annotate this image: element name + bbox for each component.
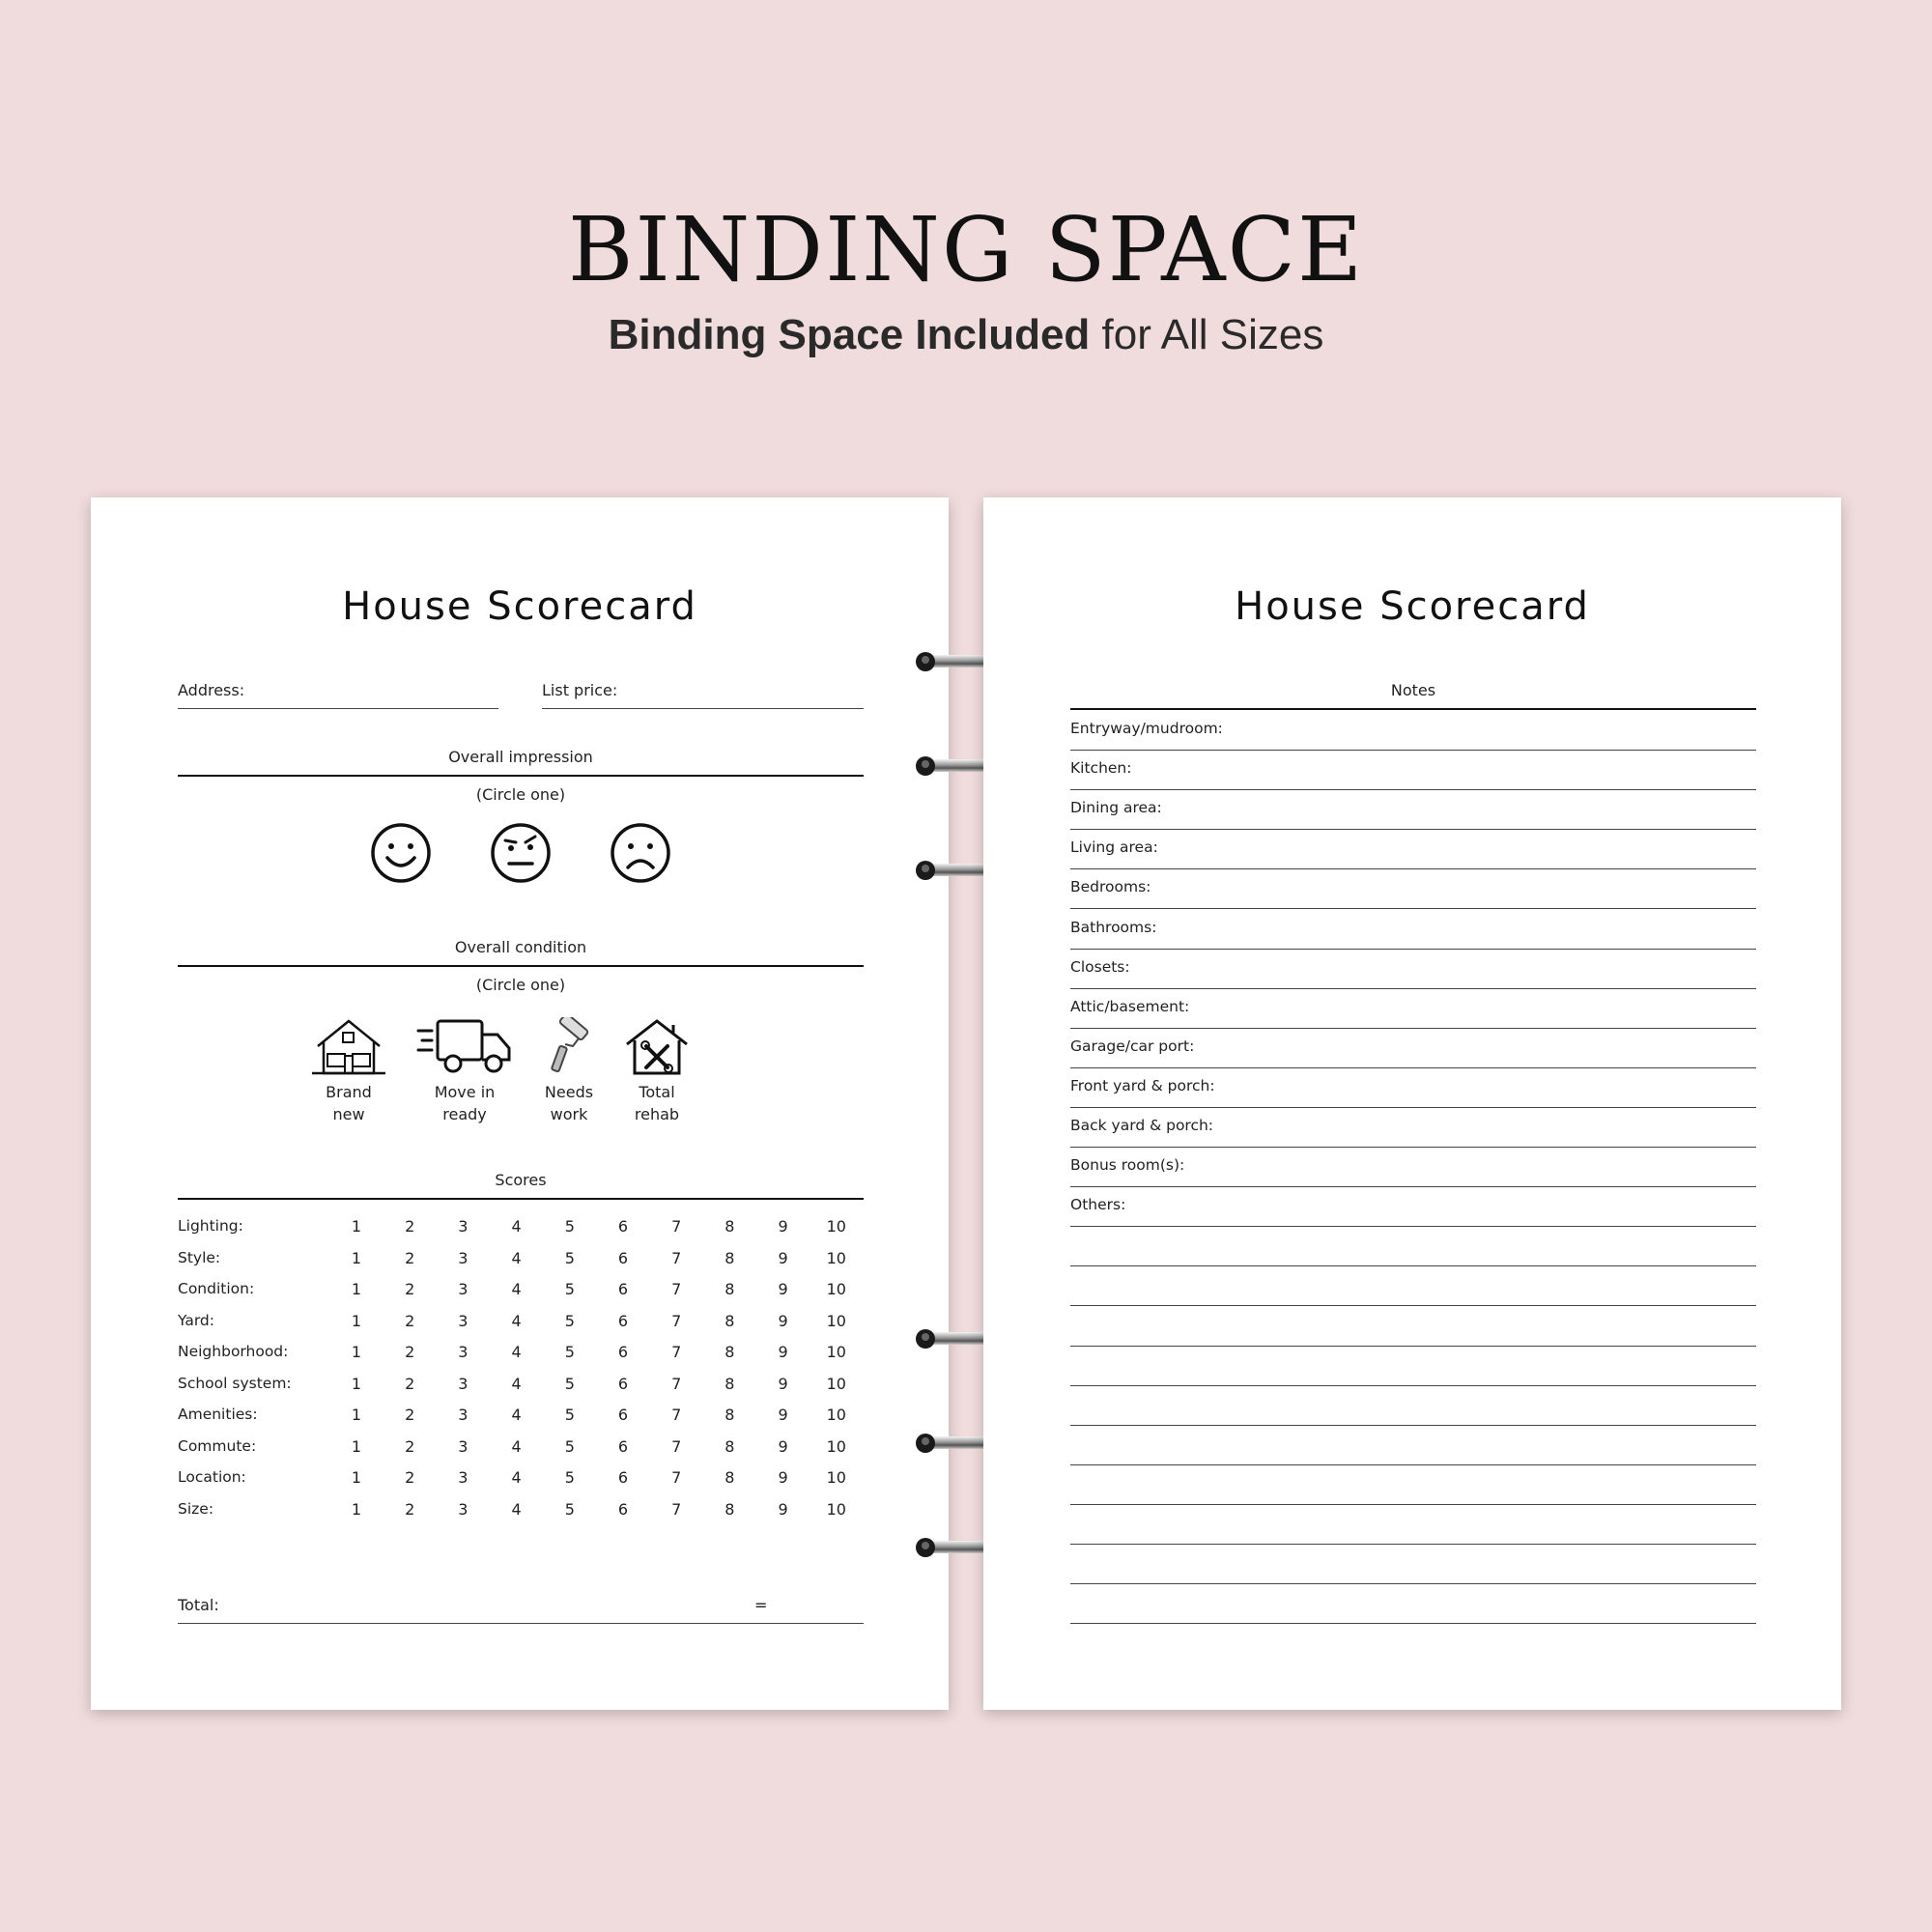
score-option[interactable]: 9 (778, 1374, 788, 1393)
score-row (178, 1217, 864, 1238)
condition-move-in-ready[interactable] (412, 1017, 518, 1125)
score-option[interactable]: 3 (458, 1436, 469, 1456)
score-option[interactable]: 9 (778, 1217, 788, 1236)
score-row (178, 1437, 864, 1459)
note-row[interactable] (1070, 1067, 1756, 1108)
condition-rule (178, 965, 864, 967)
score-option[interactable]: 9 (778, 1499, 788, 1519)
impression-rule (178, 775, 864, 777)
note-row[interactable] (1070, 949, 1756, 989)
score-option[interactable]: 8 (724, 1406, 735, 1424)
score-option[interactable]: 9 (778, 1311, 788, 1330)
score-option[interactable]: 1 (351, 1436, 362, 1456)
score-row (178, 1375, 864, 1396)
total-equals: = (754, 1596, 768, 1614)
score-option[interactable]: 2 (405, 1311, 415, 1330)
condition-total-rehab-label: Total rehab (634, 1083, 680, 1123)
note-room-label: Living area: (1070, 838, 1158, 857)
note-row[interactable] (1070, 1107, 1756, 1148)
score-option[interactable]: 7 (671, 1311, 682, 1330)
score-option[interactable]: 2 (405, 1248, 415, 1267)
score-option[interactable]: 7 (671, 1217, 682, 1236)
condition-instruction: (Circle one) (475, 976, 566, 994)
score-option[interactable]: 5 (564, 1217, 575, 1236)
score-option[interactable]: 1 (351, 1468, 362, 1487)
score-option[interactable]: 6 (617, 1468, 629, 1487)
score-category-label: Condition: (178, 1280, 255, 1297)
score-option[interactable]: 9 (778, 1248, 788, 1267)
scores-rule (178, 1198, 864, 1200)
left-page-title: House Scorecard (342, 584, 697, 629)
score-option[interactable]: 10 (826, 1280, 846, 1298)
score-option[interactable]: 2 (405, 1343, 415, 1361)
score-option[interactable]: 8 (724, 1248, 735, 1267)
score-row (178, 1406, 864, 1427)
note-room-label: Others: (1070, 1196, 1126, 1214)
score-option[interactable]: 3 (458, 1499, 469, 1519)
score-option[interactable]: 7 (671, 1406, 682, 1424)
score-option[interactable]: 5 (564, 1248, 575, 1267)
score-option[interactable]: 8 (724, 1436, 735, 1456)
left-page (91, 497, 949, 1710)
score-option[interactable]: 5 (564, 1499, 575, 1519)
score-option[interactable]: 5 (564, 1374, 575, 1393)
note-row[interactable] (1070, 1186, 1756, 1227)
score-option[interactable]: 4 (511, 1217, 522, 1236)
score-option[interactable]: 5 (564, 1280, 575, 1298)
score-option[interactable]: 4 (511, 1436, 522, 1456)
score-row (178, 1280, 864, 1301)
note-row[interactable] (1070, 1306, 1756, 1347)
note-row[interactable] (1070, 1385, 1756, 1426)
score-option[interactable]: 3 (458, 1217, 469, 1236)
score-category-label: Yard: (178, 1311, 214, 1329)
score-option[interactable]: 9 (778, 1436, 788, 1456)
score-option[interactable]: 4 (511, 1311, 522, 1330)
score-option[interactable]: 6 (617, 1436, 629, 1456)
score-category-label: Lighting: (178, 1217, 243, 1235)
score-option[interactable]: 6 (617, 1499, 629, 1519)
condition-needs-work-label: Needs work (544, 1083, 594, 1123)
score-option[interactable]: 6 (617, 1248, 629, 1267)
condition-move-in-ready-label: Move in ready (434, 1083, 496, 1123)
score-category-label: Location: (178, 1468, 246, 1486)
condition-total-rehab[interactable] (604, 1017, 710, 1125)
condition-brand-new-label: Brand new (326, 1083, 372, 1123)
impression-heading: Overall impression (448, 748, 593, 766)
subheadline-bold: Binding Space Included (608, 311, 1091, 358)
moving-truck-icon (416, 1017, 513, 1077)
note-row[interactable] (1070, 1425, 1756, 1465)
score-option[interactable]: 10 (826, 1406, 846, 1424)
score-option[interactable]: 7 (671, 1374, 682, 1393)
score-option[interactable]: 3 (458, 1343, 469, 1361)
note-row[interactable] (1070, 1346, 1756, 1386)
score-option[interactable]: 7 (671, 1248, 682, 1267)
score-category-label: Style: (178, 1248, 221, 1266)
score-option[interactable]: 8 (724, 1217, 735, 1236)
notes-heading: Notes (1390, 681, 1436, 699)
score-option[interactable]: 9 (778, 1280, 788, 1298)
score-option[interactable]: 9 (778, 1468, 788, 1487)
score-option[interactable]: 1 (351, 1343, 362, 1361)
total-line[interactable] (178, 1623, 864, 1624)
score-option[interactable]: 2 (405, 1374, 415, 1393)
score-option[interactable]: 1 (351, 1406, 362, 1424)
note-row[interactable] (1070, 1147, 1756, 1187)
score-option[interactable]: 2 (405, 1217, 415, 1236)
paint-roller-icon (540, 1017, 598, 1077)
score-option[interactable]: 3 (458, 1374, 469, 1393)
condition-brand-new[interactable] (296, 1017, 402, 1125)
condition-heading: Overall condition (454, 938, 587, 956)
score-option[interactable]: 4 (511, 1406, 522, 1424)
score-category-label: Commute: (178, 1436, 257, 1455)
score-option[interactable]: 10 (826, 1217, 846, 1236)
note-row[interactable] (1070, 710, 1756, 751)
score-category-label: Amenities: (178, 1406, 258, 1423)
score-option[interactable]: 5 (564, 1468, 575, 1487)
score-option[interactable]: 6 (617, 1280, 629, 1298)
score-option[interactable]: 8 (724, 1499, 735, 1519)
score-option[interactable]: 4 (511, 1468, 522, 1487)
score-option[interactable]: 8 (724, 1311, 735, 1330)
score-option[interactable]: 4 (511, 1248, 522, 1267)
score-option[interactable]: 3 (458, 1280, 469, 1298)
note-room-label: Dining area: (1070, 799, 1162, 817)
score-option[interactable]: 10 (826, 1436, 846, 1456)
subheadline (0, 311, 1932, 359)
score-option[interactable]: 9 (778, 1343, 788, 1361)
score-option[interactable]: 6 (617, 1311, 629, 1330)
score-option[interactable]: 3 (458, 1406, 469, 1424)
score-category-label: School system: (178, 1374, 292, 1392)
score-option[interactable]: 4 (511, 1343, 522, 1361)
score-category-label: Neighborhood: (178, 1343, 289, 1360)
score-option[interactable]: 3 (458, 1248, 469, 1267)
note-row[interactable] (1070, 1226, 1756, 1266)
note-room-label: Bathrooms: (1070, 918, 1157, 936)
score-row (178, 1500, 864, 1521)
score-row (178, 1312, 864, 1333)
note-room-label: Bedrooms: (1070, 878, 1151, 896)
score-row (178, 1249, 864, 1270)
score-option[interactable]: 4 (511, 1280, 522, 1298)
skeptical-face-icon[interactable] (489, 821, 553, 885)
note-row[interactable] (1070, 1028, 1756, 1068)
house-tools-icon (623, 1017, 691, 1077)
note-row[interactable] (1070, 829, 1756, 869)
note-row[interactable] (1070, 1583, 1756, 1624)
score-option[interactable]: 4 (511, 1374, 522, 1393)
score-option[interactable]: 3 (458, 1311, 469, 1330)
score-option[interactable]: 10 (826, 1374, 846, 1393)
right-page-title: House Scorecard (1235, 584, 1590, 629)
score-option[interactable]: 7 (671, 1280, 682, 1298)
score-option[interactable]: 10 (826, 1343, 846, 1361)
score-row (178, 1468, 864, 1490)
headline: BINDING SPACE (567, 198, 1365, 301)
score-option[interactable]: 4 (511, 1499, 522, 1519)
score-row (178, 1343, 864, 1364)
score-option[interactable]: 1 (351, 1499, 362, 1519)
note-room-label: Entryway/mudroom: (1070, 720, 1223, 737)
score-option[interactable]: 1 (351, 1311, 362, 1330)
note-row[interactable] (1070, 1464, 1756, 1505)
score-option[interactable]: 1 (351, 1248, 362, 1267)
score-option[interactable]: 7 (671, 1468, 682, 1487)
list-price-label: List price: (542, 681, 618, 699)
score-option[interactable]: 1 (351, 1374, 362, 1393)
score-option[interactable]: 5 (564, 1343, 575, 1361)
note-room-label: Closets: (1070, 957, 1130, 976)
score-option[interactable]: 10 (826, 1311, 846, 1330)
list-price-line[interactable] (542, 708, 864, 709)
score-option[interactable]: 5 (564, 1436, 575, 1456)
note-room-label: Back yard & porch: (1070, 1117, 1214, 1134)
note-row[interactable] (1070, 1265, 1756, 1306)
note-row[interactable] (1070, 789, 1756, 830)
score-option[interactable]: 6 (617, 1343, 629, 1361)
address-label: Address: (178, 681, 245, 699)
total-label: Total: (178, 1596, 219, 1614)
note-room-label: Attic/basement: (1070, 997, 1190, 1015)
score-option[interactable]: 1 (351, 1280, 362, 1298)
score-option[interactable]: 2 (405, 1406, 415, 1424)
note-room-label: Bonus room(s): (1070, 1156, 1185, 1175)
score-option[interactable]: 3 (458, 1468, 469, 1487)
address-line[interactable] (178, 708, 498, 709)
subheadline-rest: for All Sizes (1090, 311, 1324, 358)
note-row[interactable] (1070, 868, 1756, 909)
score-option[interactable]: 7 (671, 1343, 682, 1361)
score-option[interactable]: 8 (724, 1374, 735, 1393)
score-option[interactable]: 1 (351, 1217, 362, 1236)
note-row[interactable] (1070, 750, 1756, 790)
score-option[interactable]: 7 (671, 1436, 682, 1456)
note-room-label: Front yard & porch: (1070, 1076, 1215, 1094)
score-option[interactable]: 5 (564, 1311, 575, 1330)
score-option[interactable]: 2 (405, 1280, 415, 1298)
score-option[interactable]: 10 (826, 1499, 846, 1519)
score-option[interactable]: 8 (724, 1280, 735, 1298)
score-option[interactable]: 8 (724, 1468, 735, 1487)
house-icon (310, 1017, 387, 1077)
score-option[interactable]: 6 (617, 1406, 629, 1424)
note-room-label: Garage/car port: (1070, 1037, 1195, 1055)
score-option[interactable]: 9 (778, 1406, 788, 1424)
score-option[interactable]: 8 (724, 1343, 735, 1361)
impression-instruction: (Circle one) (475, 785, 566, 804)
note-row[interactable] (1070, 1504, 1756, 1545)
score-option[interactable]: 6 (617, 1374, 629, 1393)
frown-face-icon[interactable] (609, 821, 672, 885)
right-page (983, 497, 1841, 1710)
score-option[interactable]: 5 (564, 1406, 575, 1424)
scores-heading: Scores (495, 1171, 547, 1189)
score-option[interactable]: 2 (405, 1436, 415, 1456)
note-row[interactable] (1070, 988, 1756, 1029)
score-option[interactable]: 6 (617, 1217, 629, 1236)
score-option[interactable]: 2 (405, 1499, 415, 1519)
score-category-label: Size: (178, 1499, 214, 1518)
score-option[interactable]: 7 (671, 1499, 682, 1519)
note-room-label: Kitchen: (1070, 759, 1132, 778)
score-option[interactable]: 2 (405, 1468, 415, 1487)
smile-face-icon[interactable] (369, 821, 433, 885)
score-option[interactable]: 10 (826, 1248, 846, 1267)
note-row[interactable] (1070, 909, 1756, 950)
note-row[interactable] (1070, 1544, 1756, 1584)
score-option[interactable]: 10 (826, 1468, 846, 1487)
